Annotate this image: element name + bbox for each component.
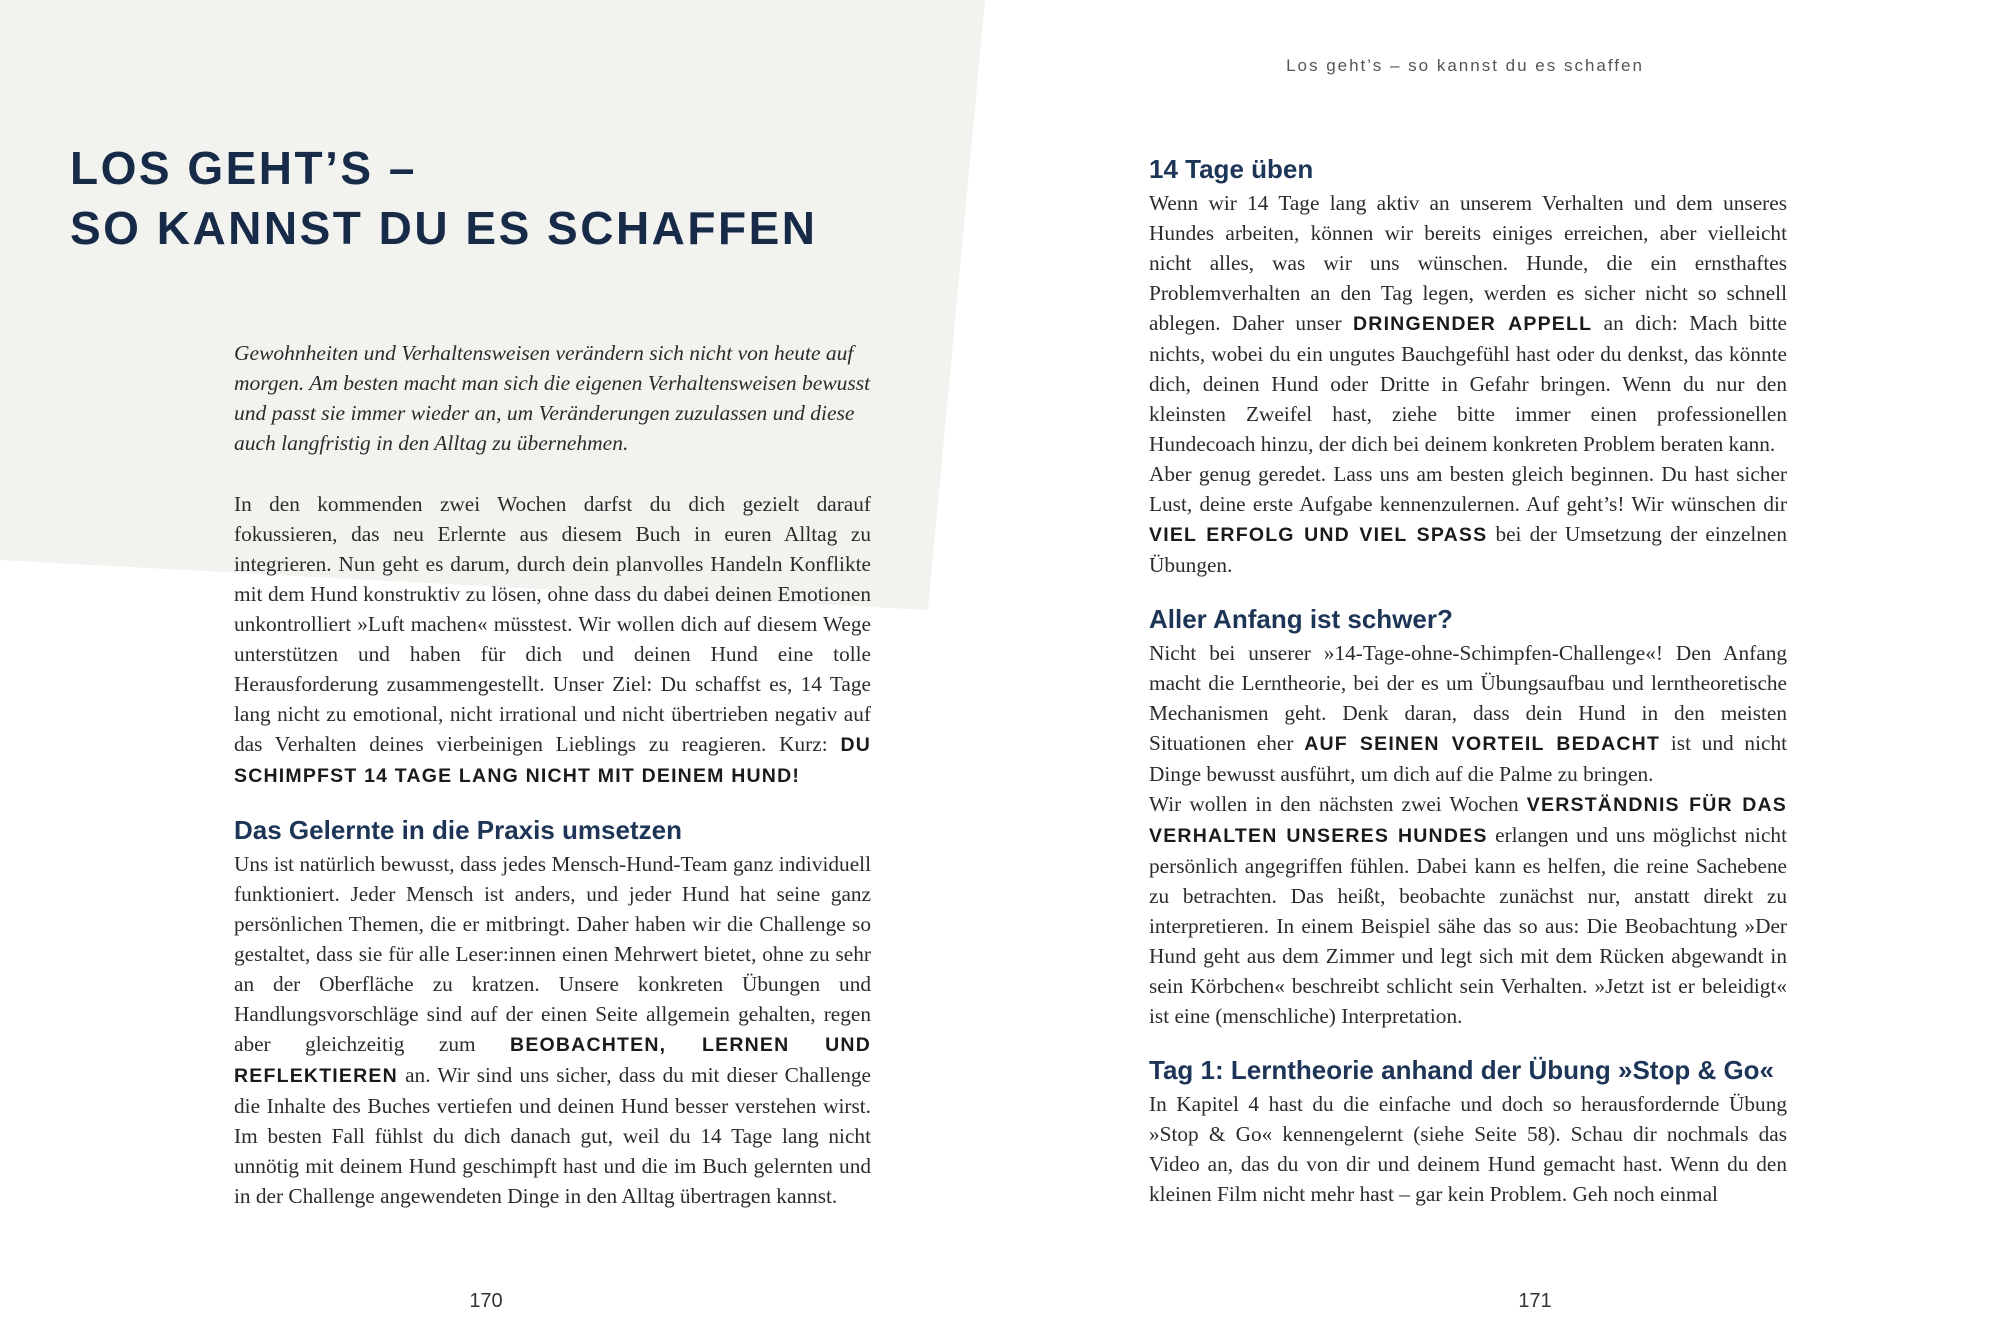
anfang-p1-before: Nicht bei unserer »14-Tage-ohne-Schimpfen-Challenge«! Den Anfang macht die Lerntheorie, bei der es um Übungsaufbau und lerntheoretische Mechanismen geht. Denk daran, dass dein Hund in den meisten Situationen eher: [1149, 641, 1787, 755]
14-tage-p2-before: Aber genug geredet. Lass uns am besten gleich beginnen. Du hast sicher Lust, deine erste Aufgabe kennenzulernen. Auf geht’s! Wir wünschen dir: [1149, 462, 1787, 516]
left-text-column: [234, 338, 871, 1211]
praxis-text-before: Uns ist natürlich bewusst, dass jedes Mensch-Hund-Team ganz individuell funktioniert. Jeder Mensch ist anders, und jeder Hund hat seine ganz persönlichen Themen, die er mitbringt. Daher haben wir die Challenge so gestaltet, dass sie für alle Leser:innen einen Mehrwert bietet, ohne zu sehr an der Oberfläche zu kratzen. Unsere konkreten Übungen und Handlungsvorschläge sind auf der einen Seite allgemein gehalten, regen aber gleichzeitig zum: [234, 852, 871, 1056]
page-title: [70, 138, 817, 258]
section-heading-praxis: Das Gelernte in die Praxis umsetzen: [234, 815, 682, 845]
intro-emphasis: DU SCHIMPFST 14 TAGE LANG NICHT MIT DEINEM HUND!: [234, 734, 872, 787]
anfang-paragraph-1: [1149, 638, 1787, 789]
praxis-paragraph: [234, 849, 871, 1211]
anfang-p1-emphasis: AUF SEINEN VORTEIL BEDACHT: [1304, 733, 1661, 755]
running-header: Los geht’s – so kannst du es schaffen: [1286, 56, 1644, 75]
page-title-line-1: LOS GEHT’S –: [70, 142, 417, 194]
anfang-p1-after: ist und nicht Dinge bewusst ausführt, um dich auf die Palme zu bringen.: [1149, 731, 1788, 786]
anfang-p2-emphasis: VERSTÄNDNIS FÜR DAS VERHALTEN UNSERES HUNDES: [1149, 794, 1787, 847]
14-tage-p1-after: an dich: Mach bitte nichts, wobei du ein ungutes Bauchgefühl hast oder du denkst, das könnte dich, deinen Hund oder Dritte in Gefahr bringen. Wenn du nur den kleinsten Zweifel hast, ziehe bitte immer einen professionellen Hundecoach hinzu, der dich bei deinem konkreten Problem beraten kann.: [1149, 311, 1787, 456]
praxis-emphasis: BEOBACHTEN, LERNEN UND REFLEKTIEREN: [234, 1034, 871, 1087]
section-heading-anfang: Aller Anfang ist schwer?: [1149, 604, 1453, 634]
page-number-left: 170: [469, 1290, 503, 1312]
anfang-paragraph-2: [1149, 789, 1787, 1031]
lead-paragraph: Gewohnheiten und Verhaltensweisen verändern sich nicht von heute auf morgen. Am besten macht man sich die eigenen Verhaltensweisen bewusst und passt sie immer wieder an, um Veränderungen zuzulassen und diese auch langfristig in den Alltag zu übernehmen.: [234, 341, 871, 455]
14-tage-paragraph-2: [1149, 459, 1787, 580]
anfang-p2-before: Wir wollen in den nächsten zwei Wochen: [1149, 792, 1519, 816]
tag-1-paragraph: In Kapitel 4 hast du die einfache und doch so herausfordernde Übung »Stop & Go« kennengelernt (siehe Seite 58). Schau dir nochmals das Video an, das du von dir und deinem Hund gemacht hast. Wenn du den kleinen Film nicht mehr hast – gar kein Problem. Geh noch einmal: [1149, 1092, 1787, 1206]
right-text-column: [1149, 152, 1787, 1209]
14-tage-p1-before: Wenn wir 14 Tage lang aktiv an unserem Verhalten und dem unseres Hundes arbeiten, können wir bereits einiges erreichen, aber vielleicht nicht alles, was wir uns wünschen. Hunde, die ein ernsthaftes Problemverhalten an den Tag legen, werden es sicher nicht so schnell ablegen. Daher unser: [1149, 191, 1787, 335]
14-tage-p2-after: bei der Umsetzung der einzelnen Übungen.: [1149, 522, 1787, 577]
section-heading-tag-1: Tag 1: Lerntheorie anhand der Übung »Stop & Go«: [1149, 1055, 1775, 1085]
14-tage-paragraph-1: [1149, 188, 1787, 459]
intro-paragraph: [234, 489, 871, 791]
praxis-text-after: an. Wir sind uns sicher, dass du mit dieser Challenge die Inhalte des Buches vertiefen und deinen Hund besser verstehen wirst. Im besten Fall fühlst du dich danach gut, weil du 14 Tage lang nicht unnötig mit deinem Hund geschimpft hast und die im Buch gelernten und in der Challenge angewendeten Dinge in den Alltag übertragen kannst.: [234, 1063, 871, 1208]
page-title-line-2: SO KANNST DU ES SCHAFFEN: [70, 202, 818, 254]
section-heading-14-tage: 14 Tage üben: [1149, 154, 1314, 184]
page-number-right: 171: [1518, 1290, 1552, 1312]
intro-text: In den kommenden zwei Wochen darfst du dich gezielt darauf fokussieren, das neu Erlernte aus diesem Buch in euren Alltag zu integrieren. Nun geht es darum, durch dein planvolles Handeln Konflikte mit dem Hund konstruktiv zu lösen, ohne dass du dabei deinen Emotionen unkontrolliert »Luft machen« müsstest. Wir wollen dich auf diesem Wege unterstützen und haben für dich und deinen Hund eine tolle Herausforderung zusammengestellt. Unser Ziel: Du schaffst es, 14 Tage lang nicht zu emotional, nicht irrational und nicht übertrieben negativ auf das Verhalten deines vierbeinigen Lieblings zu reagieren. Kurz:: [234, 492, 871, 756]
anfang-p2-after: erlangen und uns möglichst nicht persönlich angegriffen fühlen. Dabei kann es helfen, die reine Sachebene zu betrachten. Das heißt, beobachte zunächst nur, anstatt direkt zu interpretieren. In einem Beispiel sähe das so aus: Die Beobachtung »Der Hund geht aus dem Zimmer und legt sich mit dem Rücken abgewandt in sein Körbchen« beschreibt schlicht sein Verhalten. »Jetzt ist er beleidigt« ist eine (menschliche) Interpretation.: [1149, 823, 1787, 1028]
14-tage-p2-emphasis: VIEL ERFOLG UND VIEL SPASS: [1149, 524, 1488, 546]
14-tage-p1-emphasis: DRINGENDER APPELL: [1353, 313, 1593, 335]
